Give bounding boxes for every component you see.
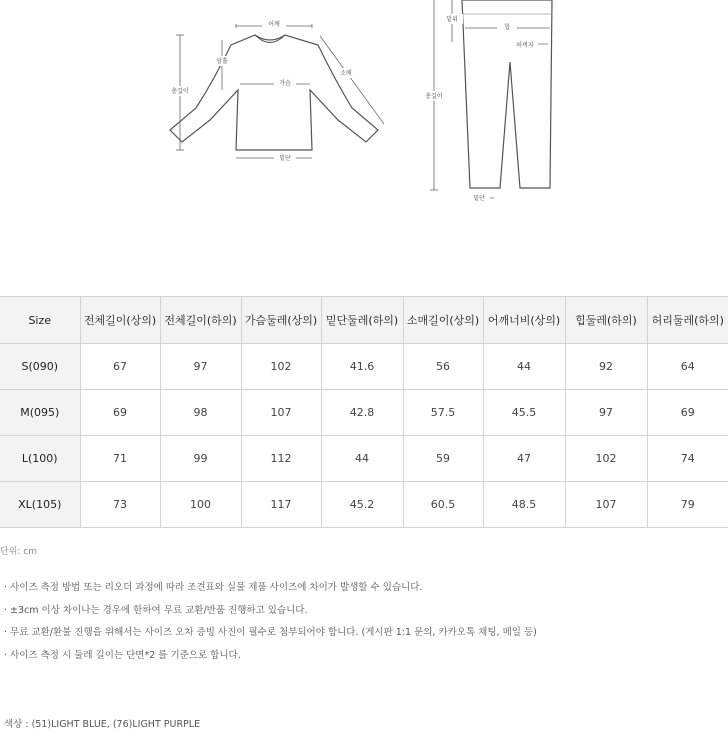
table-cell: 42.8 [321, 390, 403, 436]
table-cell: 45.2 [321, 482, 403, 528]
header-sleeve: 소매길이(상의) [403, 297, 483, 344]
label-thigh: 허벅지 [516, 42, 534, 49]
header-size: Size [0, 297, 80, 344]
size-cell: XL(105) [0, 482, 80, 528]
header-waist: 허리둘레(하의) [647, 297, 728, 344]
table-cell: 100 [160, 482, 241, 528]
table-cell: 57.5 [403, 390, 483, 436]
table-cell: 71 [80, 436, 160, 482]
header-chest: 가슴둘레(상의) [241, 297, 321, 344]
table-cell: 56 [403, 344, 483, 390]
table-cell: 59 [403, 436, 483, 482]
color-options: 색상 : (51)LIGHT BLUE, (76)LIGHT PURPLE [4, 719, 201, 730]
header-shoulder: 어깨너비(상의) [483, 297, 565, 344]
table-cell: 107 [241, 390, 321, 436]
label-top-hem: 밑단 [279, 155, 291, 162]
table-cell: 97 [565, 390, 647, 436]
size-diagrams [0, 0, 728, 215]
table-cell: 69 [80, 390, 160, 436]
table-cell: 102 [241, 344, 321, 390]
table-cell: 48.5 [483, 482, 565, 528]
table-cell: 64 [647, 344, 728, 390]
size-cell: M(095) [0, 390, 80, 436]
label-pants-length: 총길이 [425, 93, 443, 100]
table-cell: 99 [160, 436, 241, 482]
header-hip: 힙둘레(하의) [565, 297, 647, 344]
label-sleeve: 소매 [340, 70, 352, 77]
table-row [0, 482, 728, 528]
table-row [0, 344, 728, 390]
table-cell: 67 [80, 344, 160, 390]
table-row [0, 390, 728, 436]
table-row [0, 436, 728, 482]
label-chest: 가슴 [279, 80, 291, 87]
table-cell: 97 [160, 344, 241, 390]
label-hip: 힙 [504, 24, 510, 31]
note-item: · 사이즈 측정 시 둘레 길이는 단면*2 를 기준으로 합니다. [4, 649, 241, 661]
table-cell: 69 [647, 390, 728, 436]
label-shoulder: 어깨 [268, 21, 280, 28]
size-cell: L(100) [0, 436, 80, 482]
table-cell: 44 [321, 436, 403, 482]
header-top-length: 전체길이(상의) [80, 297, 160, 344]
header-bottom-length: 전체길이(하의) [160, 297, 241, 344]
table-cell: 112 [241, 436, 321, 482]
size-notes [4, 580, 537, 670]
label-armhole: 암홀 [216, 58, 228, 65]
table-cell: 98 [160, 390, 241, 436]
label-rise: 밑위 [446, 16, 458, 23]
note-item: · ±3cm 이상 차이나는 경우에 한하여 무료 교환/반품 진행하고 있습니다. [4, 604, 308, 616]
table-header-row [0, 297, 728, 344]
table-cell: 60.5 [403, 482, 483, 528]
table-cell: 74 [647, 436, 728, 482]
label-top-length: 총길이 [171, 88, 189, 95]
header-hem: 밑단둘레(하의) [321, 297, 403, 344]
table-cell: 107 [565, 482, 647, 528]
pants-diagram [0, 0, 728, 215]
table-cell: 73 [80, 482, 160, 528]
table-cell: 92 [565, 344, 647, 390]
table-cell: 117 [241, 482, 321, 528]
size-cell: S(090) [0, 344, 80, 390]
table-cell: 102 [565, 436, 647, 482]
note-item: · 사이즈 측정 방법 또는 리오더 과정에 따라 조견표와 실물 제품 사이즈에 차이가 발생할 수 있습니다. [4, 582, 423, 593]
table-cell: 47 [483, 436, 565, 482]
size-table [0, 296, 728, 528]
note-item: · 무료 교환/환불 진행을 위해서는 사이즈 오차 증빙 사진이 필수로 첨부되어야 합니다. (게시판 1:1 문의, 카카오톡 채팅, 메일 등) [4, 627, 537, 638]
table-cell: 79 [647, 482, 728, 528]
table-cell: 44 [483, 344, 565, 390]
table-cell: 41.6 [321, 344, 403, 390]
table-cell: 45.5 [483, 390, 565, 436]
label-pants-hem: 밑단 [473, 195, 485, 202]
unit-label: 단위: cm [0, 547, 37, 557]
